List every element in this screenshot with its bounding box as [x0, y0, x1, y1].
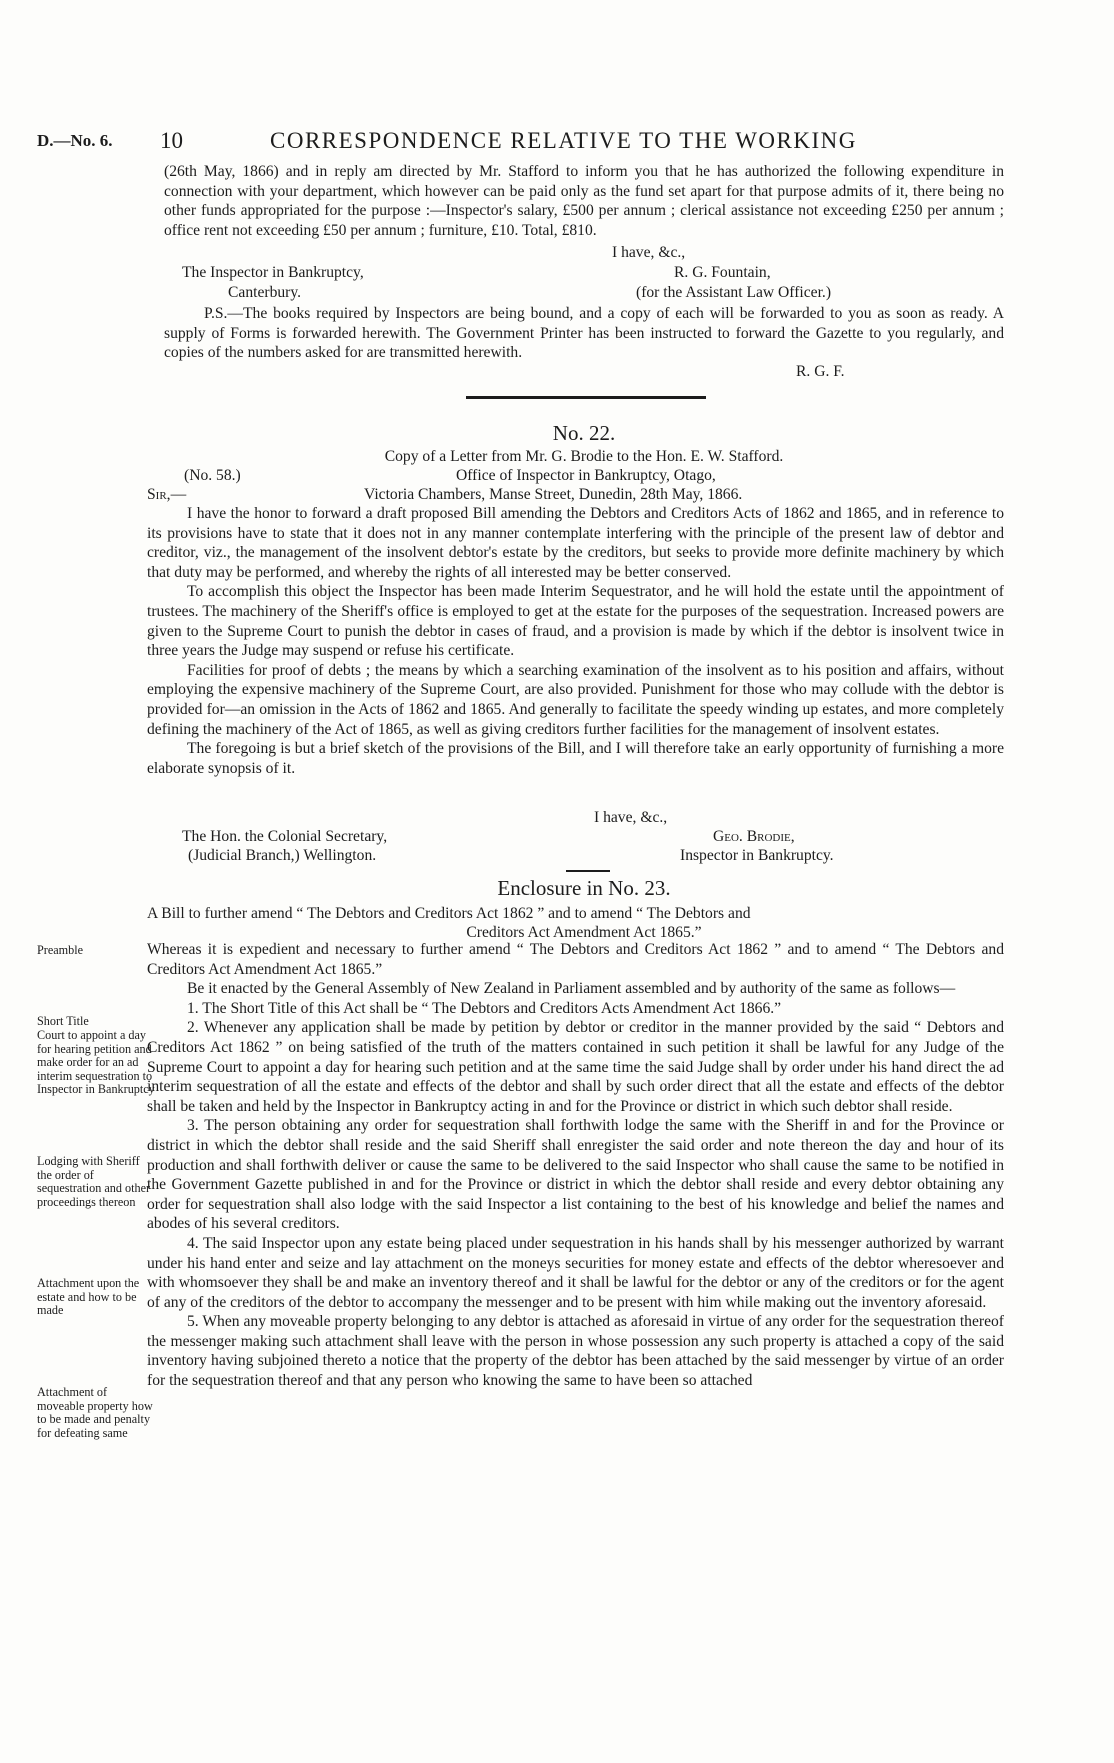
- margin-note-short-title: Short Title: [37, 1014, 89, 1028]
- section-1: 1. The Short Title of this Act shall be “ The Debtors and Creditors Acts Amendment Act 1866.”: [187, 999, 782, 1017]
- letter-22-heading: No. 22.: [552, 421, 616, 445]
- document-reference: D.—No. 6.: [37, 131, 113, 150]
- letter-22-paragraph-2: To accomplish this object the Inspector has been made Interim Sequestrator, and he will hold the estate until the appointment of trustees. The machinery of the Sheriff's office is employed to get at the estate for the purposes of the sequestration. Increased powers are given to the Supreme Court to punish the debtor in cases of fraud, and a provision is made by which if the debtor is insolvent twice in three years the Judge may suspend or refuse his certificate.: [147, 583, 1004, 660]
- letter-22-close: I have, &c.,: [594, 809, 668, 826]
- bill-title-line2: Creditors Act Amendment Act 1865.”: [466, 924, 702, 941]
- letter-22-salutation: Sir,—: [147, 486, 187, 503]
- letter-22-subheading: Copy of a Letter from Mr. G. Brodie to the Hon. E. W. Stafford.: [384, 448, 784, 465]
- margin-note-preamble: Preamble: [37, 943, 84, 957]
- section-4: 4. The said Inspector upon any estate being placed under sequestration in his hands shall by his messenger authorized by warrant under his hand enter and seize and lay attachment on the moneys securities for money estate and effects of the debtor wheresoever and with whomsoever they shall be and make an inventory thereof and it shall be lawful for the debtor or any of the creditors or for the agent of any of the creditors of the debtor to accompany the messenger and to be present with him while making out the inventory aforesaid.: [147, 1234, 1004, 1311]
- letter-22-signer: Geo. Brodie,: [713, 828, 795, 845]
- letter-22-paragraph-1: I have the honor to forward a draft proposed Bill amending the Debtors and Creditors Acts of 1862 and 1865, and in reference to its provisions have to state that it does not in any manner contemplate interfering with the principle of the present law of debtor and creditor, viz., the management of the insolvent debtor's estate by the creditors, but seeks to provide more definite machinery by which that duty may be performed, and whereby the rights of all interested may be better conserved.: [147, 505, 1004, 581]
- page-number: 10: [160, 128, 183, 153]
- margin-note-section-4: Attachment upon the estate and how to be made: [37, 1276, 140, 1318]
- letter-22-office: Office of Inspector in Bankruptcy, Otago,: [456, 467, 716, 484]
- letter-22-addressee-line1: The Hon. the Colonial Secretary,: [182, 828, 388, 845]
- bill-body: [147, 940, 1004, 1391]
- enclosure-heading: Enclosure in No. 23.: [497, 876, 671, 900]
- running-title: CORRESPONDENCE RELATIVE TO THE WORKING: [270, 128, 857, 153]
- letter-22-paragraph-4: The foregoing is but a brief sketch of the provisions of the Bill, and I will therefore take an early opportunity of furnishing a more elaborate synopsis of it.: [147, 740, 1004, 777]
- letter-22-addressee-line2: (Judicial Branch,) Wellington.: [188, 847, 377, 864]
- letter-21-postscript: [164, 304, 1004, 363]
- section-divider: [466, 396, 706, 399]
- letter-22-body: [147, 504, 1004, 778]
- letter-21-paragraph: (26th May, 1866) and in reply am directed by Mr. Stafford to inform you that he has authorized the following expenditure in connection with your department, which however can be paid only as the fund set apart for that purpose admits of it, there being no other funds appropriated for the purpose :—Inspector's salary, £500 per annum ; clerical assistance not exceeding £250 per annum ; office rent not exceeding £50 per annum ; furniture, £10. Total, £810.: [164, 163, 1004, 239]
- letter-21-addressee-line2: Canterbury.: [228, 284, 302, 301]
- short-divider: [566, 870, 610, 872]
- section-5: 5. When any moveable property belonging to any debtor is attached as aforesaid in virtue of any order for the sequestration thereof the messenger making such attachment shall leave with the person in whose possession any such property is attached a copy of the said inventory having subjoined thereto a notice that the property of the debtor has been attached by the said messenger by virtue of an order for the sequestration thereof and that any person who knowing the same to have been so attached: [147, 1313, 1004, 1390]
- letter-21-addressee-line1: The Inspector in Bankruptcy,: [182, 264, 364, 281]
- letter-22-paragraph-3: Facilities for proof of debts ; the means by which a searching examination of the insolvent as to his position and affairs, without employing the expensive machinery of the Supreme Court, are also provided. Punishment for those who may collude with the debtor is provided for—an omission in the Acts of 1862 and 1865. And generally to facilitate the speedy winding up estates, and more completely defining the machinery of the Act of 1865, as well as giving creditors further facilities for the management of insolvent estates.: [147, 661, 1004, 738]
- letter-21-signer-title: (for the Assistant Law Officer.): [636, 284, 832, 301]
- enacting-clause: Be it enacted by the General Assembly of New Zealand in Parliament assembled and by authority of the same as follows—: [187, 980, 956, 998]
- margin-note-section-2: Court to appoint a day for hearing petition and make order for an ad interim sequestration to Inspector in Bankruptcy: [37, 1028, 155, 1097]
- letter-21-signer: R. G. Fountain,: [674, 264, 771, 281]
- postscript-initials: R. G. F.: [796, 363, 845, 380]
- letter-22-ref-number: (No. 58.): [184, 467, 241, 484]
- letter-21-body: [164, 162, 1004, 240]
- section-2: 2. Whenever any application shall be made by petition by debtor or creditor in the manner provided by the said “ Debtors and Creditors Act 1862 ” on being satisfied of the truth of the matters contained in such petition it shall be lawful for any Judge of the Supreme Court to appoint a day for hearing such petition and at the same time the said Judge shall by order under his hand direct the ad interim sequestration of all the estate and effects of the debtor and shall by such order direct that all the estate and effects of the debtor shall be taken and held by the Inspector in Bankruptcy acting in and for the Province or district in which such debtor shall reside.: [147, 1019, 1004, 1115]
- section-3: 3. The person obtaining any order for sequestration shall forthwith lodge the same with the Sheriff in and for the Province or district in which the debtor shall reside and the said Sheriff shall enregister the said order and note thereon the day and hour of its production and shall forthwith deliver or cause the same to be delivered to the said Inspector who shall cause the same to be notified in the Government Gazette published in and for the Province or district in which the debtor shall reside and every debtor obtaining any order for sequestration shall also lodge with the said Inspector a list containing to the best of his knowledge and belief the names and abodes of his several creditors.: [147, 1117, 1004, 1233]
- margin-note-section-3: Lodging with Sheriff the order of sequestration and other proceedings thereon: [37, 1154, 151, 1209]
- bill-title-line1: A Bill to further amend “ The Debtors and Creditors Act 1862 ” and to amend “ The Debtors and: [147, 905, 751, 922]
- postscript-paragraph: P.S.—The books required by Inspectors are being bound, and a copy of each will be forwarded to you as soon as ready. A supply of Forms is forwarded herewith. The Government Printer has been instructed to forward the Gazette to you regularly, and copies of the numbers asked for are transmitted herewith.: [164, 305, 1004, 362]
- letter-22-address-date: Victoria Chambers, Manse Street, Dunedin, 28th May, 1866.: [364, 486, 743, 503]
- letter-21-close: I have, &c.,: [612, 244, 686, 261]
- letter-22-signer-title: Inspector in Bankruptcy.: [680, 847, 834, 864]
- preamble-text: Whereas it is expedient and necessary to further amend “ The Debtors and Creditors Act 1862 ” and to amend “ The Debtors and Creditors Act Amendment Act 1865.”: [147, 941, 1004, 978]
- margin-note-section-5: Attachment of moveable property how to be made and penalty for defeating same: [37, 1385, 153, 1440]
